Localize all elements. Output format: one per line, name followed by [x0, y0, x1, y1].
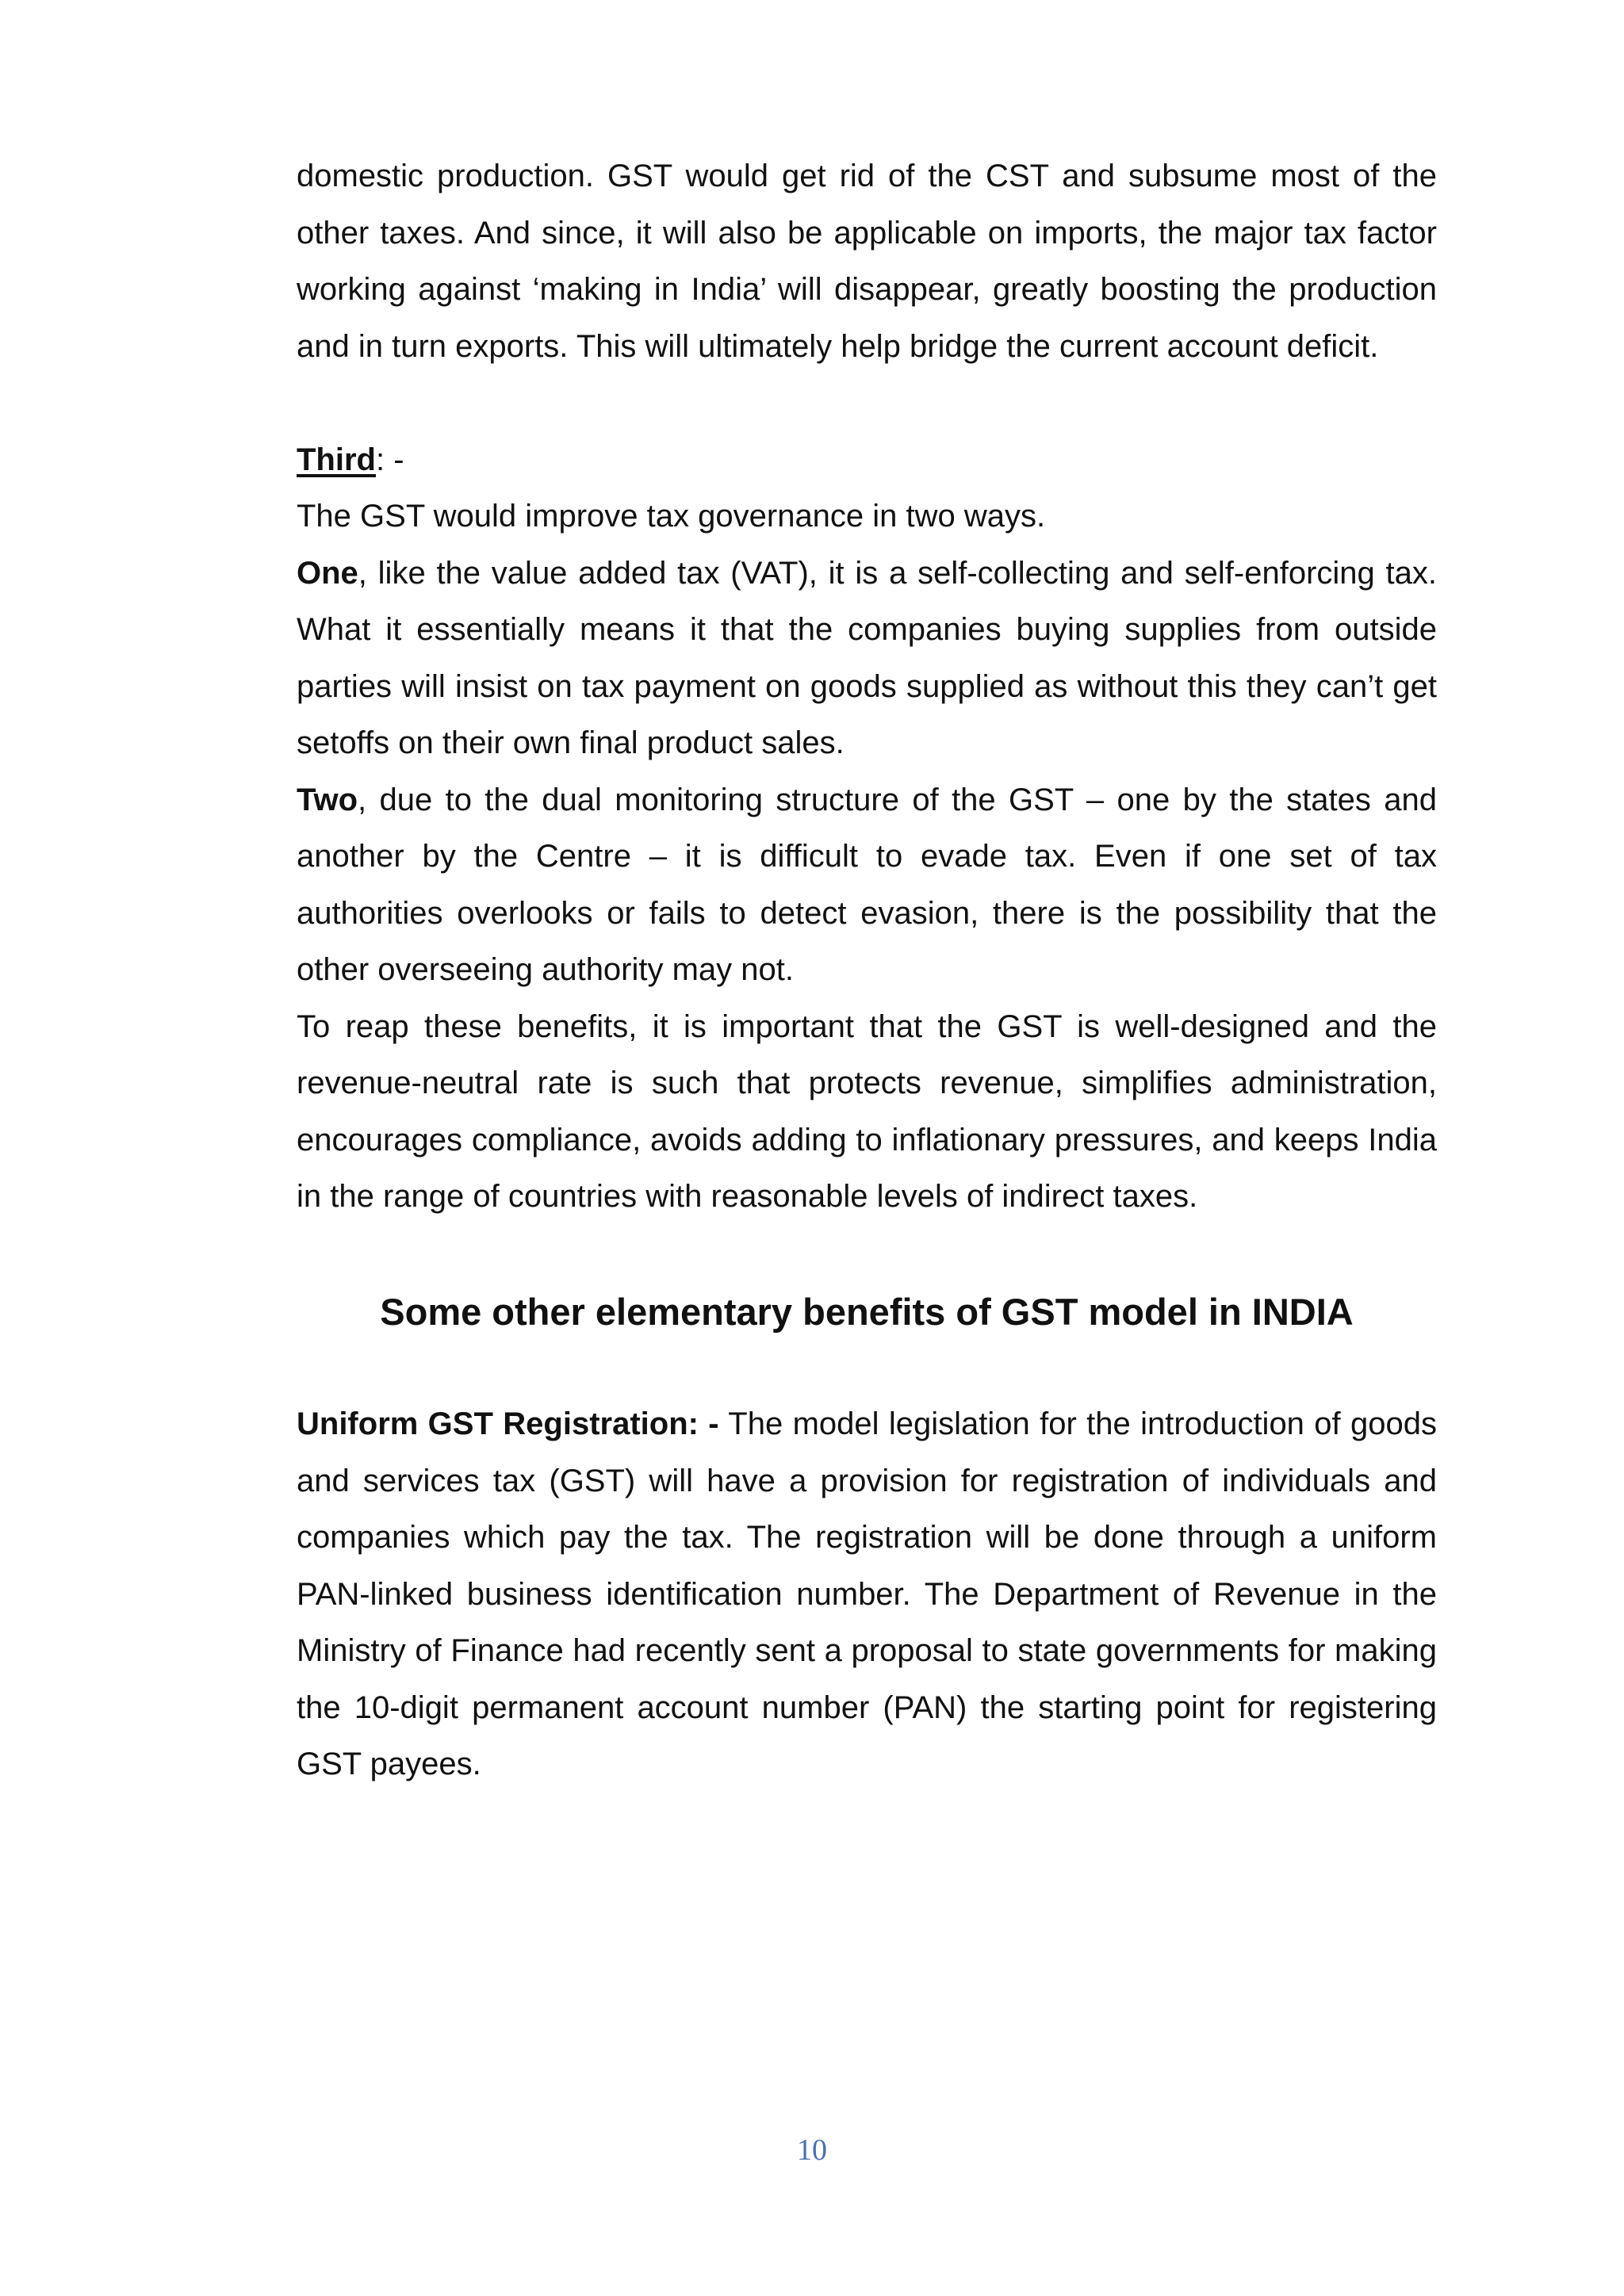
benefits-paragraph: To reap these benefits, it is important that the GST is well-designed and the revenue-neutral rate is such that protects revenue, simplifies administration, encourages compliance, avoids adding to inflationary pressures, and keeps India in the range of countries with reasonable levels of indirect taxes.	[297, 1008, 1437, 1214]
page-number: 10	[797, 2133, 827, 2167]
one-label: One	[297, 555, 358, 591]
one-text: , like the value added tax (VAT), it is a self-collecting and self-enforcing tax. What it essentially means it that the companies buying supplies from outside parties will insist on tax payment on goods supplied as without this they can’t get setoffs on their own final product sales.	[297, 555, 1437, 760]
spacer	[297, 375, 1437, 432]
section-heading: Some other elementary benefits of GST model in INDIA	[380, 1290, 1354, 1333]
spacer	[297, 1226, 1437, 1284]
registration-label: Uniform GST Registration: -	[297, 1406, 719, 1441]
third-label: Third	[297, 442, 376, 477]
registration-text: The model legislation for the introduction of goods and services tax (GST) will have a provision for registration of individuals and companies which pay the tax. The registration will be done through a uniform PAN-linked business identification number. The Department of Revenue in the Ministry of Finance had recently sent a proposal to state governments for making the 10-digit permanent account number (PAN) the starting point for registering GST payees.	[297, 1406, 1438, 1781]
page-body	[297, 148, 1437, 1793]
two-text: , due to the dual monitoring structure of the GST – one by the states and another by the Centre – it is difficult to evade tax. Even if one set of tax authorities overlooks or fails to detect evasion, there is the possibility that the other overseeing authority may not.	[297, 782, 1437, 987]
third-heading-line	[297, 432, 1437, 489]
one-paragraph	[297, 545, 1437, 772]
registration-paragraph	[297, 1396, 1437, 1793]
spacer	[297, 1340, 1437, 1396]
two-paragraph	[297, 772, 1437, 999]
governance-paragraph: The GST would improve tax governance in two ways.	[297, 499, 1046, 534]
two-label: Two	[297, 782, 358, 817]
third-suffix: : -	[375, 442, 404, 477]
intro-paragraph: domestic production. GST would get rid of the CST and subsume most of the other taxes. And since, it will also be applicable on imports, the major tax factor working against ‘making in India’ will disappear, greatly boosting the production and in turn exports. This will ultimately help bridge the current account deficit.	[297, 159, 1437, 364]
